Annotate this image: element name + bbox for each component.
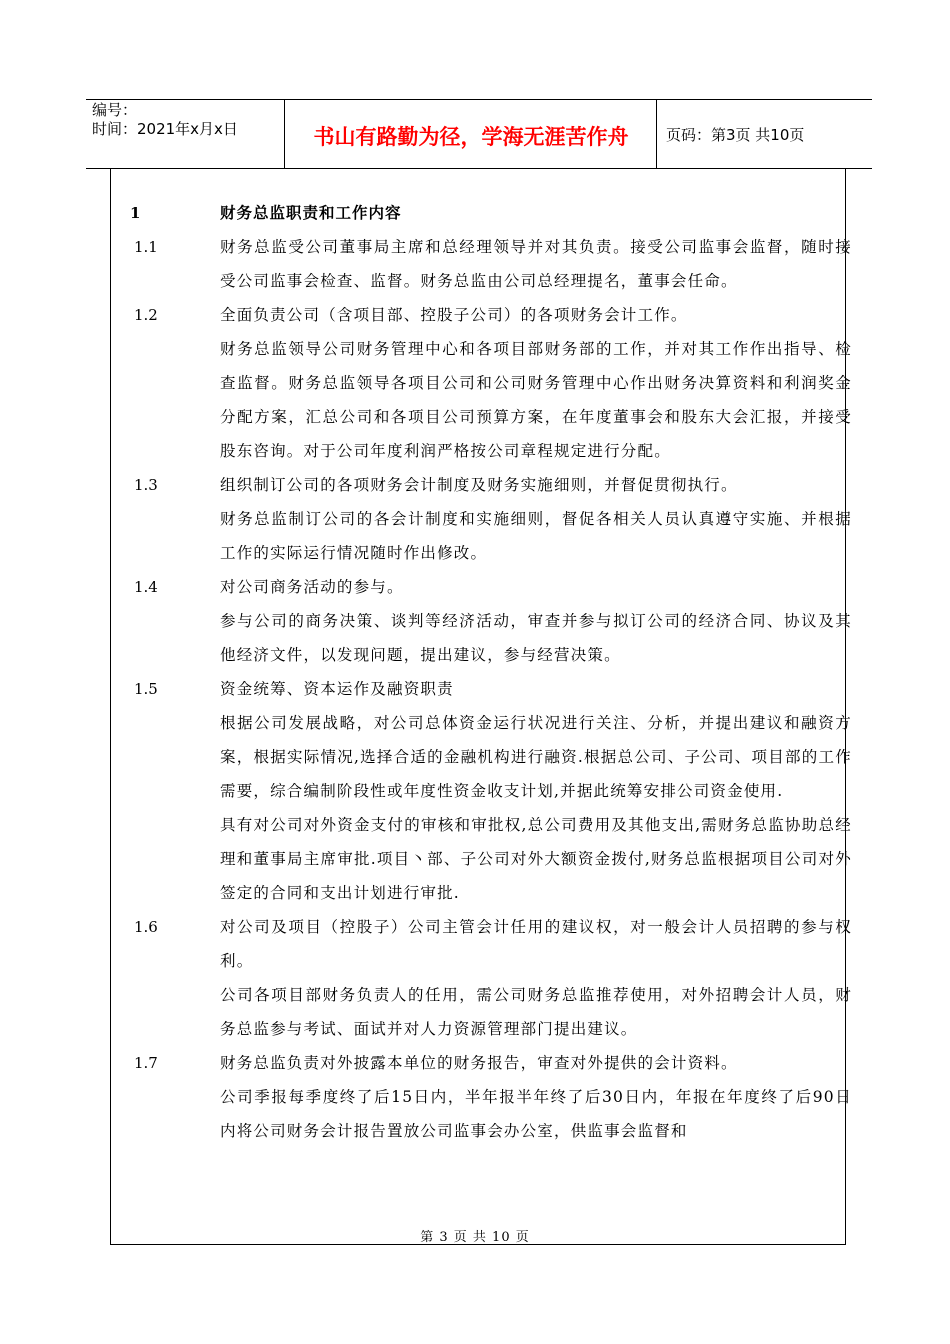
clause-number: 1.4 — [134, 578, 158, 596]
clause-item — [110, 672, 852, 910]
header-divider — [284, 99, 285, 169]
clause-number: 1.3 — [134, 476, 158, 494]
clause-detail-paragraph: 根据公司发展战略，对公司总体资金运行状况进行关注、分析，并提出建议和融资方案，根据实际情况,选择合适的金融机构进行融资.根据总公司、子公司、项目部的工作需要，综合编制阶段性或年度性资金收支计划,并据此统筹安排公司资金使用. — [220, 714, 852, 800]
clause-text — [220, 230, 852, 298]
clause-detail-paragraph: 财务总监制订公司的各会计制度和实施细则，督促各相关人员认真遵守实施、并根据工作的实际运行情况随时作出修改。 — [220, 510, 852, 562]
clause-heading-paragraph: 资金统筹、资本运作及融资职责 — [220, 680, 454, 698]
clause-detail-paragraph: 公司各项目部财务负责人的任用，需公司财务总监推荐使用，对外招聘会计人员，财务总监参与考试、面试并对人力资源管理部门提出建议。 — [220, 986, 852, 1038]
clause-number: 1.5 — [134, 680, 158, 698]
section-heading — [110, 196, 852, 230]
header-divider — [656, 99, 657, 169]
clause-heading-paragraph: 财务总监受公司董事局主席和总经理领导并对其负责。接受公司监事会监督，随时接受公司监事会检查、监督。财务总监由公司总经理提名，董事会任命。 — [220, 238, 852, 290]
clause-heading-paragraph: 对公司商务活动的参与。 — [220, 578, 404, 596]
clause-heading-paragraph: 全面负责公司（含项目部、控股子公司）的各项财务会计工作。 — [220, 306, 688, 324]
section-number: 1 — [130, 204, 141, 222]
clause-heading-paragraph: 组织制订公司的各项财务会计制度及财务实施细则，并督促贯彻执行。 — [220, 476, 738, 494]
clause-text — [220, 1046, 852, 1148]
clause-item — [110, 468, 852, 570]
clause-number: 1.7 — [134, 1054, 158, 1072]
section-title: 财务总监职责和工作内容 — [220, 203, 402, 222]
clause-text — [220, 910, 852, 1046]
clause-detail-paragraph: 参与公司的商务决策、谈判等经济活动，审查并参与拟订公司的经济合同、协议及其他经济文件，以发现问题，提出建议，参与经营决策。 — [220, 612, 852, 664]
header-page-label: 页码：第3页 共10页 — [666, 126, 805, 144]
clause-heading-paragraph: 财务总监负责对外披露本单位的财务报告，审查对外提供的会计资料。 — [220, 1054, 738, 1072]
clause-item — [110, 1046, 852, 1148]
serial-label: 编号： — [92, 101, 138, 119]
header-motto: 书山有路勤为径，学海无涯苦作舟 — [313, 125, 629, 149]
header-meta — [92, 101, 282, 139]
clause-text — [220, 468, 852, 570]
clause-detail-paragraph: 具有对公司对外资金支付的审核和审批权,总公司费用及其他支出,需财务总监协助总经理和董事局主席审批.项目丶部、子公司对外大额资金拨付,财务总监根据项目公司对外签定的合同和支出计划进行审批. — [220, 816, 852, 902]
header-table — [86, 99, 872, 169]
header-top-rule — [86, 99, 872, 100]
clause-item — [110, 910, 852, 1046]
clause-number: 1.2 — [134, 306, 158, 324]
page-footer: 第 3 页 共 10 页 — [420, 1230, 530, 1245]
clause-detail-paragraph: 公司季报每季度终了后15日内，半年报半年终了后30日内，年报在年度终了后90日内将公司财务会计报告置放公司监事会办公室，供监事会监督和 — [220, 1088, 852, 1140]
clause-item — [110, 298, 852, 468]
time-label: 时间：2021年x月x日 — [92, 120, 238, 138]
clause-number: 1.1 — [134, 238, 158, 256]
clause-item — [110, 570, 852, 672]
clause-text — [220, 672, 852, 910]
clause-text — [220, 570, 852, 672]
clause-heading-paragraph: 对公司及项目（控股子）公司主管会计任用的建议权，对一般会计人员招聘的参与权利。 — [220, 918, 852, 970]
clause-item — [110, 230, 852, 298]
clause-detail-paragraph: 财务总监领导公司财务管理中心和各项目部财务部的工作，并对其工作作出指导、检查监督。财务总监领导各项目公司和公司财务管理中心作出财务决算资料和利润奖金分配方案，汇总公司和各项目公司预算方案，在年度董事会和股东大会汇报，并接受股东咨询。对于公司年度利润严格按公司章程规定进行分配。 — [220, 340, 852, 460]
clause-text — [220, 298, 852, 468]
document-body — [110, 196, 852, 1148]
clause-number: 1.6 — [134, 918, 158, 936]
